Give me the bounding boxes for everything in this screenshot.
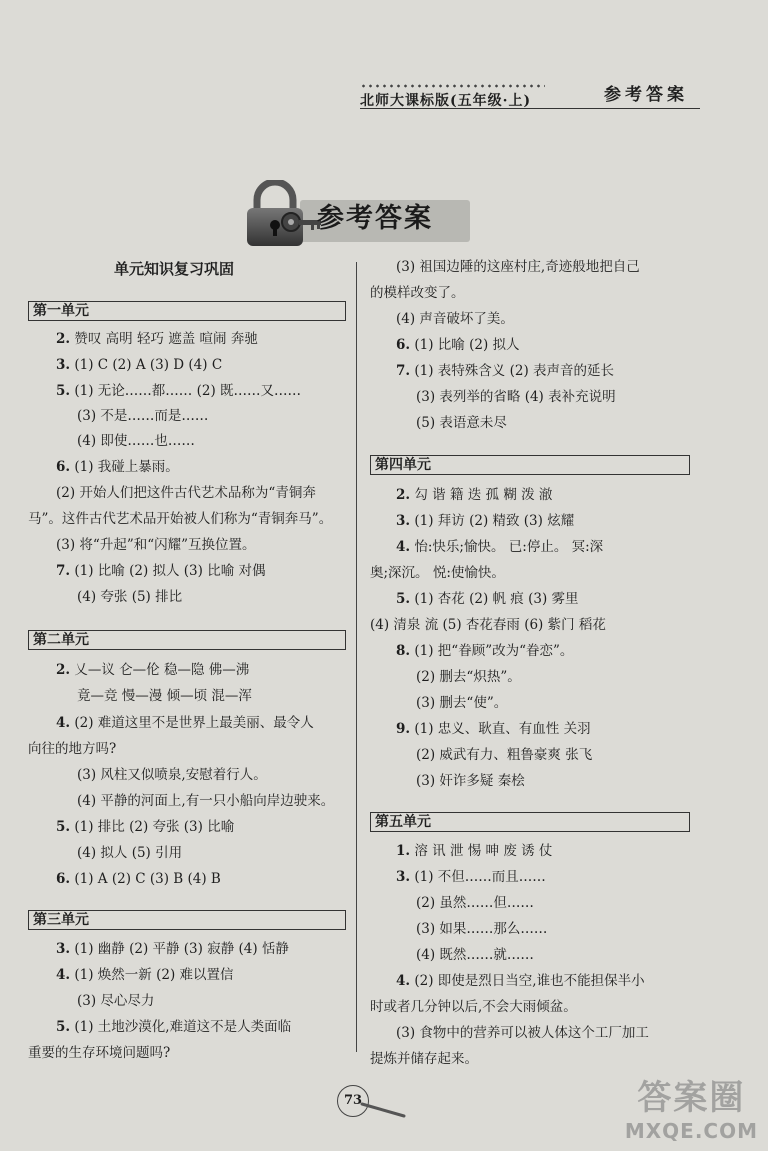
answer-line: (4) 既然……就…… — [416, 947, 534, 963]
answer-line: 6. (1) 比喻 (2) 拟人 — [396, 337, 520, 353]
question-number: 7. — [56, 563, 71, 579]
question-number: 6. — [56, 871, 71, 887]
question-number: 1. — [396, 843, 411, 859]
answer-line: 4. (2) 难道这里不是世界上最美丽、最令人 — [56, 715, 314, 731]
answer-line: 1. 溶 讯 泄 惕 呻 废 诱 仗 — [396, 843, 553, 859]
answer-line: 3. (1) C (2) A (3) D (4) C — [56, 357, 223, 373]
answer-line: 重要的生存环境问题吗? — [28, 1045, 171, 1061]
question-number: 2. — [56, 662, 71, 678]
answer-line: 7. (1) 比喻 (2) 拟人 (3) 比喻 对偶 — [56, 563, 266, 579]
answer-line: 4. (2) 即使是烈日当空,谁也不能担保半小 — [396, 973, 645, 989]
watermark-logo-text: 答案圈 — [637, 1078, 746, 1118]
answer-line: 竟—竞 慢—漫 倾—顷 混—浑 — [77, 688, 252, 704]
question-number: 7. — [396, 363, 411, 379]
header-rule — [360, 108, 700, 109]
answer-line: (2) 威武有力、粗鲁豪爽 张飞 — [416, 747, 593, 763]
header-title: 参考答案 — [604, 85, 688, 105]
answer-line: 3. (1) 不但……而且…… — [396, 869, 546, 885]
answer-line: (5) 表语意未尽 — [416, 415, 507, 431]
answer-line: 9. (1) 忠义、耿直、有血性 关羽 — [396, 721, 591, 737]
answer-line: 提炼并储存起来。 — [370, 1051, 478, 1067]
watermark-url: MXQE.COM — [624, 1119, 758, 1143]
answer-line: (4) 声音破坏了美。 — [396, 311, 514, 327]
watermark — [625, 1070, 758, 1143]
answer-line: 的模样改变了。 — [370, 285, 465, 301]
question-number: 3. — [56, 357, 71, 373]
question-number: 6. — [396, 337, 411, 353]
answer-line: 向往的地方吗? — [28, 741, 117, 757]
question-number: 2. — [396, 487, 411, 503]
unit-3-heading: 第三单元 — [28, 910, 346, 930]
section-title: 单元知识复习巩固 — [114, 260, 235, 278]
question-number: 4. — [56, 715, 71, 731]
question-number: 5. — [56, 819, 71, 835]
question-number: 9. — [396, 721, 411, 737]
answer-line: 7. (1) 表特殊含义 (2) 表声音的延长 — [396, 363, 615, 379]
answer-line: 2. 勾 谐 籍 迭 孤 糊 泼 澈 — [396, 487, 553, 503]
question-number: 4. — [396, 539, 411, 555]
question-number: 5. — [56, 1019, 71, 1035]
unit-2-heading: 第二单元 — [28, 630, 346, 650]
answer-line: (3) 表列举的省略 (4) 表补充说明 — [416, 389, 616, 405]
answer-line: (3) 删去“使”。 — [416, 695, 508, 711]
question-number: 3. — [396, 869, 411, 885]
magnifier-icon — [360, 1100, 410, 1120]
answer-line: 奥;深沉。 悦:使愉快。 — [370, 565, 505, 581]
header-dotted-rule — [360, 84, 545, 88]
unit-1-heading: 第一单元 — [28, 301, 346, 321]
question-number: 5. — [56, 383, 71, 399]
answer-line: 5. (1) 排比 (2) 夸张 (3) 比喻 — [56, 819, 235, 835]
answer-line: (3) 食物中的营养可以被人体这个工厂加工 — [396, 1025, 649, 1041]
answer-line: (3) 尽心尽力 — [77, 993, 155, 1009]
answer-line: (4) 平静的河面上,有一只小船向岸边驶来。 — [77, 793, 335, 809]
answer-line: (4) 拟人 (5) 引用 — [77, 845, 183, 861]
question-number: 4. — [56, 967, 71, 983]
answer-line: 8. (1) 把“眷顾”改为“眷恋”。 — [396, 643, 574, 659]
answer-line: 4. 怡:快乐;愉快。 已:停止。 冥:深 — [396, 539, 604, 555]
answer-line: 6. (1) A (2) C (3) B (4) B — [56, 871, 221, 887]
answer-line: (3) 将“升起”和“闪耀”互换位置。 — [56, 537, 256, 553]
header-series: 北师大课标版(五年级·上) — [360, 93, 532, 109]
unit-4-heading: 第四单元 — [370, 455, 690, 475]
answer-line: (4) 清泉 流 (5) 杏花春雨 (6) 紫门 稻花 — [370, 617, 606, 633]
unit-5-heading: 第五单元 — [370, 812, 690, 832]
question-number: 5. — [396, 591, 411, 607]
answer-line: 5. (1) 土地沙漠化,难道这不是人类面临 — [56, 1019, 292, 1035]
question-number: 6. — [56, 459, 71, 475]
answer-line: 马”。这件古代艺术品开始被人们称为“青铜奔马”。 — [28, 511, 333, 527]
answer-line: 6. (1) 我碰上暴雨。 — [56, 459, 179, 475]
answer-line: (3) 不是……而是…… — [77, 408, 209, 424]
answer-line: 3. (1) 幽静 (2) 平静 (3) 寂静 (4) 恬静 — [56, 941, 289, 957]
answer-line: 时或者几分钟以后,不会大雨倾盆。 — [370, 999, 577, 1015]
answer-line: (3) 风柱又似喷泉,安慰着行人。 — [77, 767, 267, 783]
answer-line: (3) 奸诈多疑 秦桧 — [416, 773, 525, 789]
column-divider — [356, 262, 357, 1052]
answer-line: (2) 开始人们把这件古代艺术品称为“青铜奔 — [56, 485, 316, 501]
answer-line: 2. 乂—议 仑—伦 稳—隐 佛—沸 — [56, 662, 250, 678]
question-number: 2. — [56, 331, 71, 347]
question-number: 3. — [396, 513, 411, 529]
answer-line: 5. (1) 杏花 (2) 帆 痕 (3) 雾里 — [396, 591, 579, 607]
answer-banner — [245, 180, 475, 250]
answer-line: (2) 删去“炽热”。 — [416, 669, 521, 685]
answer-line: (4) 夸张 (5) 排比 — [77, 589, 183, 605]
answer-line: (3) 如果……那么…… — [416, 921, 548, 937]
banner-title: 参考答案 — [317, 203, 433, 234]
answer-line: 4. (1) 焕然一新 (2) 难以置信 — [56, 967, 234, 983]
question-number: 8. — [396, 643, 411, 659]
answer-line: (3) 祖国边陲的这座村庄,奇迹般地把自己 — [396, 259, 640, 275]
page-number: 73 — [337, 1085, 369, 1117]
answer-line: (2) 虽然……但…… — [416, 895, 534, 911]
answer-line: (4) 即使……也…… — [77, 433, 195, 449]
question-number: 3. — [56, 941, 71, 957]
answer-line: 3. (1) 拜访 (2) 精致 (3) 炫耀 — [396, 513, 575, 529]
answer-line: 5. (1) 无论……都…… (2) 既……又…… — [56, 383, 302, 399]
answer-line: 2. 赞叹 高明 轻巧 遮盖 喧闹 奔驰 — [56, 331, 258, 347]
question-number: 4. — [396, 973, 411, 989]
